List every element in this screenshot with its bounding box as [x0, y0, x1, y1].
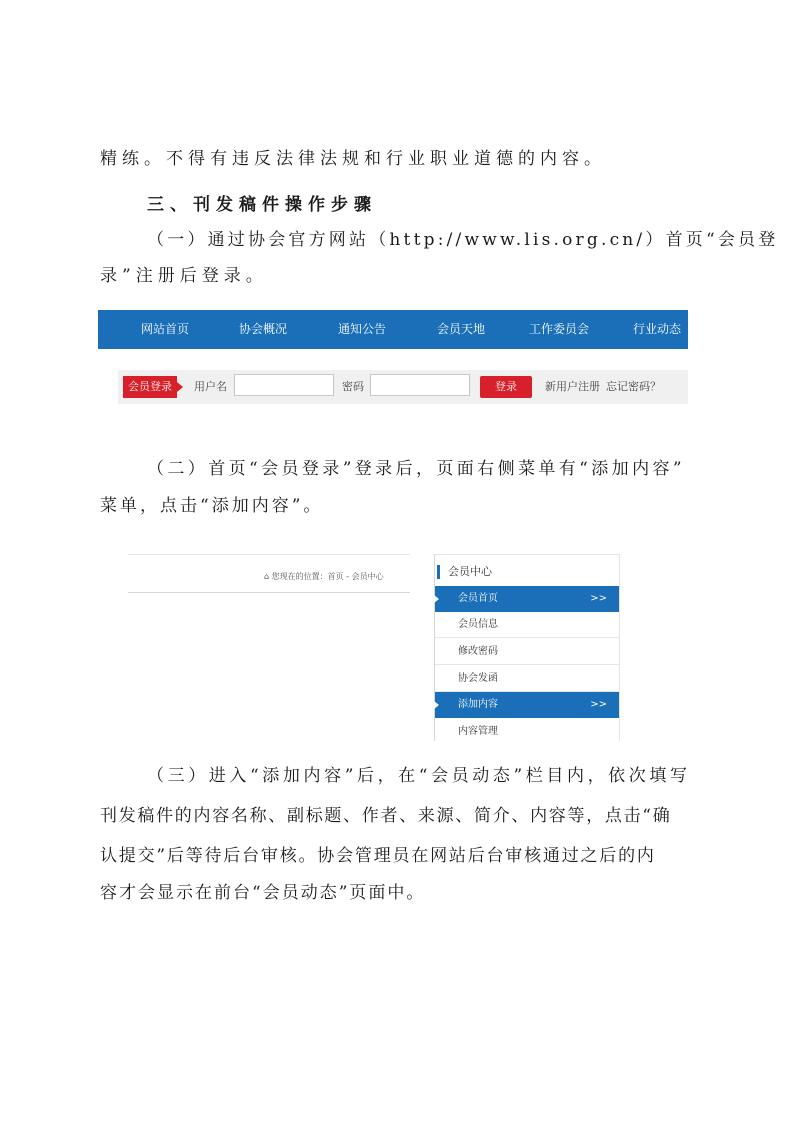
nav-item-news[interactable]: 行业动态	[633, 322, 682, 336]
double-chevron-icon: >>	[590, 699, 607, 710]
sidebar-item-label: 会员首页	[458, 593, 498, 604]
sidebar-item-label: 添加内容	[458, 699, 498, 710]
nav-item-notices[interactable]: 通知公告	[338, 322, 387, 336]
password-label: 密码	[342, 380, 364, 393]
step1-text-line: 录”注册后登录。	[100, 266, 268, 286]
breadcrumb	[264, 571, 384, 582]
step3-text-line: 容才会显示在前台“会员动态”页面中。	[100, 883, 426, 903]
member-sidebar	[434, 554, 620, 741]
nav-item-about[interactable]: 协会概况	[239, 322, 288, 336]
section-heading: 三、刊发稿件操作步骤	[147, 195, 377, 215]
sidebar-item-member-info[interactable]	[435, 612, 619, 638]
sidebar-item-member-home[interactable]	[435, 586, 619, 612]
step1-text-line: （一）通过协会官方网站（http://www.lis.org.cn/）首页“会员登	[147, 230, 779, 250]
home-icon: ⌂	[264, 572, 272, 581]
step3-text-line: （三）进入“添加内容”后，在“会员动态”栏目内，依次填写	[147, 766, 691, 786]
sidebar-title: 会员中心	[437, 565, 492, 579]
double-chevron-icon: >>	[590, 593, 607, 604]
nav-item-home[interactable]: 网站首页	[141, 322, 190, 336]
sidebar-item-label: 修改密码	[458, 646, 498, 657]
username-input[interactable]	[234, 374, 334, 396]
step2-text-line: 菜单，点击“添加内容”。	[100, 496, 324, 516]
sidebar-item-label: 内容管理	[458, 726, 498, 737]
forgot-password-link[interactable]: 忘记密码？	[606, 380, 661, 393]
nav-item-committees[interactable]: 工作委员会	[529, 322, 590, 336]
sidebar-item-add-content[interactable]	[435, 692, 619, 718]
main-nav-bar	[98, 310, 688, 349]
sidebar-item-content-management[interactable]	[435, 719, 619, 745]
step3-text-line: 刊发稿件的内容名称、副标题、作者、来源、简介、内容等，点击“确	[100, 806, 672, 826]
password-input[interactable]	[370, 374, 470, 396]
step3-text-line: 认提交”后等待后台审核。协会管理员在网站后台审核通过之后的内	[100, 846, 656, 866]
sidebar-item-label: 协会发函	[458, 673, 498, 684]
sidebar-item-association-letters[interactable]	[435, 666, 619, 692]
divider	[128, 592, 410, 593]
member-login-tag: 会员登录	[123, 376, 177, 398]
nav-item-members[interactable]: 会员天地	[437, 322, 486, 336]
register-link[interactable]: 新用户注册	[545, 380, 600, 393]
member-center-screenshot	[128, 554, 620, 740]
breadcrumb-text: 您现在的位置：首页 - 会员中心	[271, 572, 384, 581]
step2-text-line: （二）首页“会员登录”登录后，页面右侧菜单有“添加内容”	[147, 459, 685, 479]
sidebar-item-label: 会员信息	[458, 619, 498, 630]
body-text-line: 精练。不得有违反法律法规和行业职业道德的内容。	[100, 149, 606, 169]
member-login-bar	[118, 370, 688, 404]
divider	[128, 554, 410, 555]
login-button[interactable]: 登录	[480, 376, 532, 398]
site-header-screenshot	[98, 310, 688, 404]
sidebar-item-change-password[interactable]	[435, 639, 619, 665]
username-label: 用户名	[194, 380, 227, 393]
